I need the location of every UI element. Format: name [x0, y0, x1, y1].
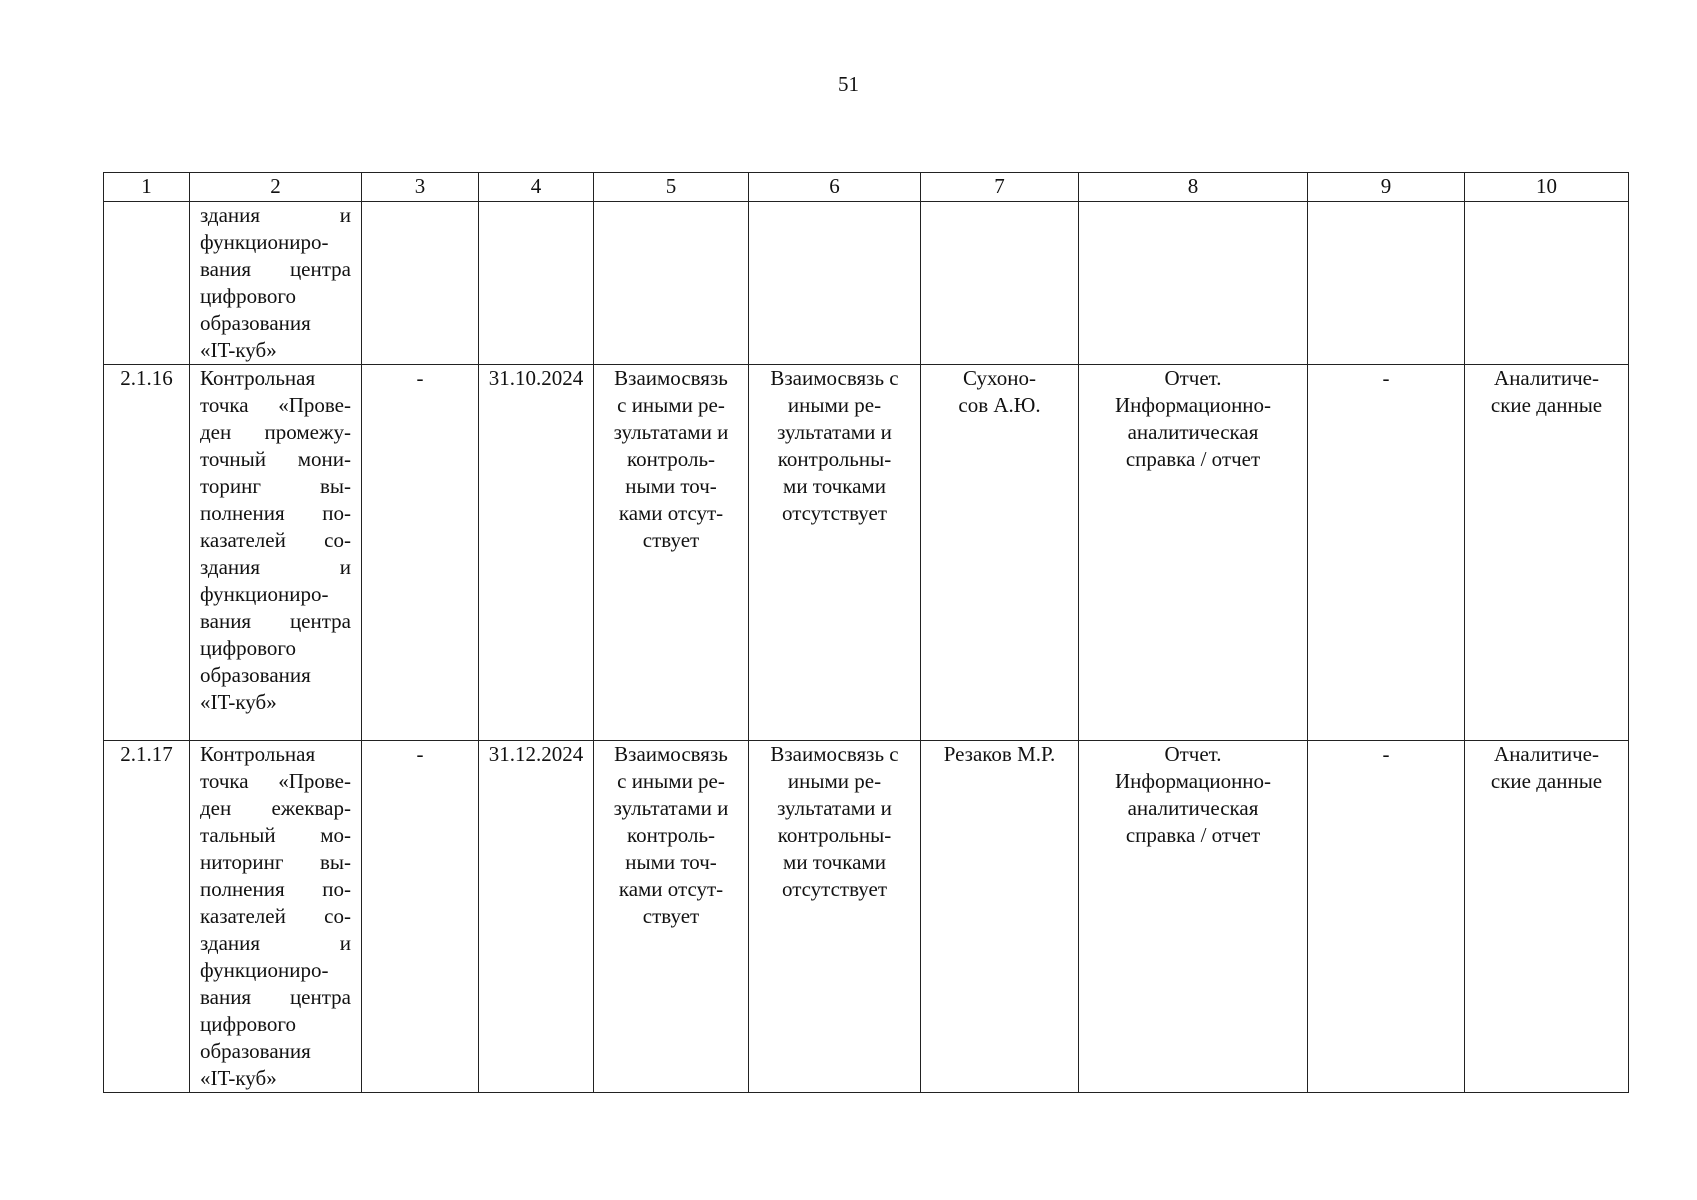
event-name-line: вания центра — [200, 609, 351, 633]
col9-value: - — [1308, 741, 1465, 1093]
row-number: 2.1.17 — [104, 741, 190, 1093]
header-col-9: 9 — [1308, 173, 1465, 202]
document-type: Отчет. Информационно- аналитическая справка / отчет — [1079, 741, 1308, 1093]
event-name-line: полнения по- — [200, 501, 351, 525]
event-name-line: здания и — [200, 203, 351, 227]
event-name-line: вания центра — [200, 985, 351, 1009]
link-results: Взаимосвязь с иными ре- зультатами и контроль- ными точ- ками отсут- ствует — [594, 741, 749, 1093]
event-name-line: функциониро- — [200, 958, 329, 982]
event-name-line: полнения по- — [200, 877, 351, 901]
event-name-line: тальный мо- — [200, 823, 351, 847]
event-name-line: здания и — [200, 555, 351, 579]
col3-value: - — [362, 741, 479, 1093]
event-name-line: «IT-куб» — [200, 338, 277, 362]
event-name-line: образования — [200, 663, 311, 687]
header-col-5: 5 — [594, 173, 749, 202]
header-col-2: 2 — [190, 173, 362, 202]
document-type: Отчет. Информационно- аналитическая справка / отчет — [1079, 365, 1308, 741]
event-name-line: ден ежеквар- — [200, 796, 351, 820]
event-name-line: ден промежу- — [200, 420, 351, 444]
header-row — [104, 173, 1629, 202]
info-system — [1465, 202, 1629, 365]
link-points: Взаимосвязь с иными ре- зультатами и контрольны- ми точками отсутствует — [749, 365, 921, 741]
col3-value: - — [362, 365, 479, 741]
header-col-8: 8 — [1079, 173, 1308, 202]
event-name-line: точка «Прове- — [200, 769, 351, 793]
event-name — [190, 741, 362, 1093]
info-system: Аналитиче- ские данные — [1465, 365, 1629, 741]
event-name-line: Контрольная — [200, 742, 316, 766]
col3-value — [362, 202, 479, 365]
link-results: Взаимосвязь с иными ре- зультатами и контроль- ными точ- ками отсут- ствует — [594, 365, 749, 741]
event-name-line: цифрового — [200, 284, 296, 308]
col9-value: - — [1308, 365, 1465, 741]
table-row — [104, 741, 1629, 1093]
col9-value — [1308, 202, 1465, 365]
event-name-line: вания центра — [200, 257, 351, 281]
event-name-line: функциониро- — [200, 230, 329, 254]
deadline-date — [479, 202, 594, 365]
event-name-line: образования — [200, 311, 311, 335]
document-type — [1079, 202, 1308, 365]
header-col-7: 7 — [921, 173, 1079, 202]
table-row — [104, 365, 1629, 741]
event-name-line: здания и — [200, 931, 351, 955]
event-name-line: казателей со- — [200, 528, 351, 552]
event-name — [190, 202, 362, 365]
header-col-1: 1 — [104, 173, 190, 202]
responsible-person — [921, 202, 1079, 365]
header-col-4: 4 — [479, 173, 594, 202]
deadline-date: 31.10.2024 — [479, 365, 594, 741]
responsible-person: Сухоно- сов А.Ю. — [921, 365, 1079, 741]
info-system: Аналитиче- ские данные — [1465, 741, 1629, 1093]
event-name-line: торинг вы- — [200, 474, 351, 498]
header-col-3: 3 — [362, 173, 479, 202]
link-points: Взаимосвязь с иными ре- зультатами и контрольны- ми точками отсутствует — [749, 741, 921, 1093]
deadline-date: 31.12.2024 — [479, 741, 594, 1093]
row-number — [104, 202, 190, 365]
table-row — [104, 202, 1629, 365]
event-name-line: казателей со- — [200, 904, 351, 928]
event-name-line: цифрового — [200, 636, 296, 660]
event-name-line: точка «Прове- — [200, 393, 351, 417]
event-name-line: точный мони- — [200, 447, 351, 471]
responsible-person: Резаков М.Р. — [921, 741, 1079, 1093]
event-name-line: цифрового — [200, 1012, 296, 1036]
header-col-10: 10 — [1465, 173, 1629, 202]
page-number: 51 — [838, 72, 859, 96]
link-points — [749, 202, 921, 365]
plan-table — [103, 172, 1629, 1093]
event-name — [190, 365, 362, 741]
event-name-line: «IT-куб» — [200, 1066, 277, 1090]
header-col-6: 6 — [749, 173, 921, 202]
event-name-line: образования — [200, 1039, 311, 1063]
event-name-line: ниторинг вы- — [200, 850, 351, 874]
event-name-line: функциониро- — [200, 582, 329, 606]
event-name-line: Контрольная — [200, 366, 316, 390]
link-results — [594, 202, 749, 365]
event-name-line: «IT-куб» — [200, 690, 277, 714]
row-number: 2.1.16 — [104, 365, 190, 741]
